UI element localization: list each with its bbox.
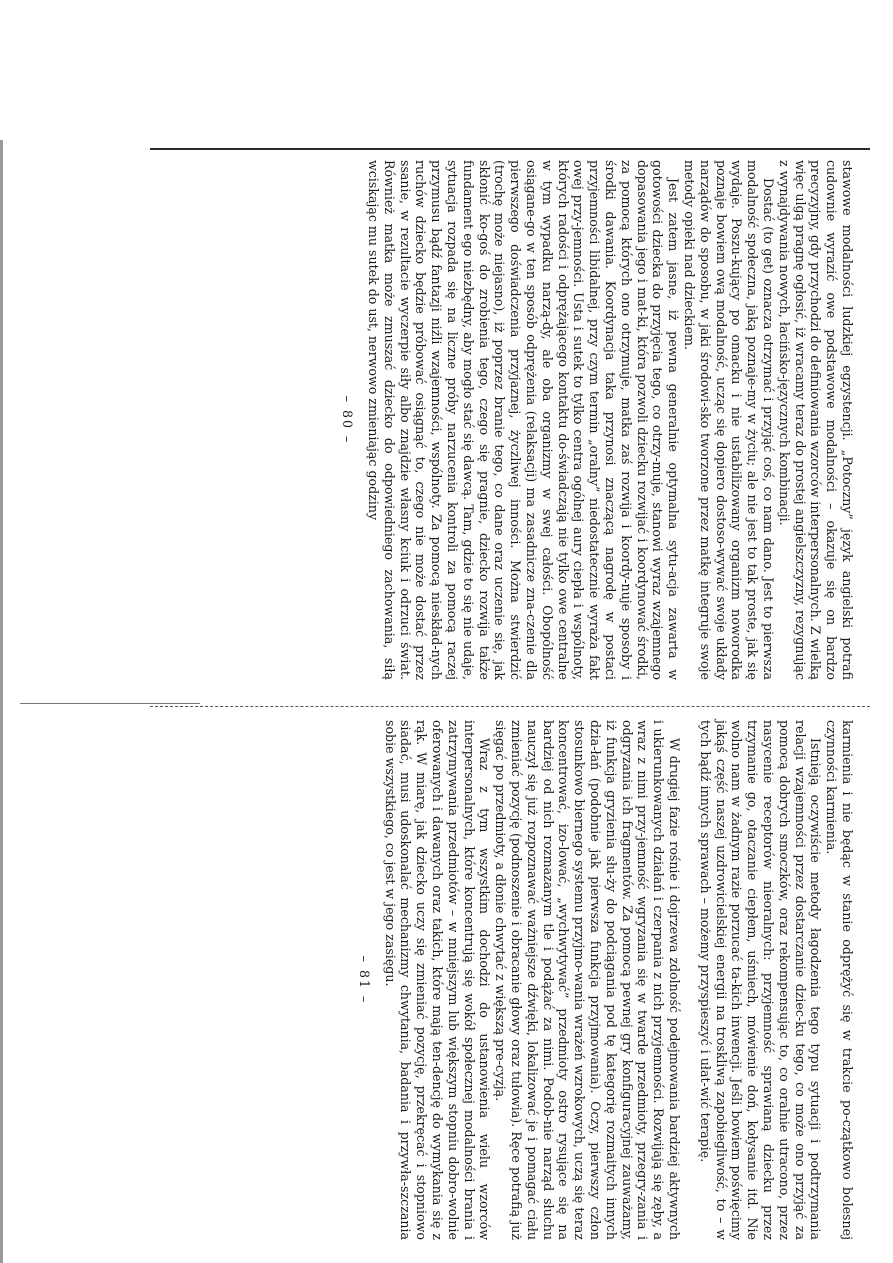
scan-edge: [0, 140, 3, 1263]
paragraph: Jest zatem jasne, iż pewna generalnie optymalna sytu-acja zawarta w gotowości dziecka do przyjęcia tego, co otrzy-muje, stanowi wyraz wzajemnego dopasowania jego i mat-ki, która pozwoli dziecku rozwijać i koordynować środki, za pomocą których ono otrzymuje, matka zaś rozwija i koordy-nuje sposoby i środki dawania. Koordynacja taka przynosi znaczącą nagrodę w postaci przyjemności libidalnej, przy czym termin „oralny” niedostatecznie wyraża fakt owej przy-jemności. Usta i sutek to tylko centra ogólnej aury ciepła i wspólnoty, których radości i odprężającego kontaktu do-świadczają nie tylko owe centralne w tym wypadku narzą-dy, ale oba organizmy w swej całości. Obopólność osiągane-go w ten sposób odprężenia (relaksacji) ma zasadnicze zna-czenie dla pierwszego doświadczenia przyjaznej, życzliwej inności. Można stwierdzić (trochę może niejasno), iż poprzez branie tego, co dane oraz uczenie się, jak skłonić ko-goś do zrobienia tego, czego się pragnie, dziecko rozwija także fundament ego niezbędny, aby mogło stać się dawcą. Tam, gdzie to się nie udaje, sytuacja rozpada się na liczne próby narzucenia kontroli za pomocą raczej przymusu bądź fantazji niźli wzajemności, wspólnoty. Za pomocą nieskład-nych ruchów dziecko będzie próbować osiągnąć to, czego nie może dostać przez ssanie, w rezultacie wyczerpie siły albo znajdzie własny kciuk i odrzuci świat. Również matka może zmuszać dziecko do odpowiedniego zachowania, siłą wciskając mu sutek do ust, nerwowo zmieniając godziny: [366, 160, 682, 680]
page-top-rule: [150, 148, 870, 150]
paragraph: Istnieją oczywiście metody łagodzenia tego typu sytuacji i podtrzymania relacji wzajemności przez dostarczanie dziec-ku tego, co może ono przyjąć za pomocą dobrych smoczków, oraz rekompensując to, co oralnie utracono, przez nasycenie receptorów nieoralnych: przyjemność sprawianą dziecku przez trzymanie go, otaczanie ciepłem, uśmiech, mówienie doń, kołysanie itd. Nie wolno nam w żadnym razie porzucać ta-kich inwencji. Jeśli bowiem poświęcimy jakąś część naszej uzdrowicielskiej energii na troskliwą zapobiegliwość, to – w tych bądź innych sprawach – możemy przyspieszyć i ułat-wić terapię.: [697, 720, 824, 1240]
paragraph: karmienia i nie będąc w stanie odprężyć się w trakcie po-czątkowo bolesnej czynności karmienia.: [824, 720, 855, 1240]
paragraph: stawowe modalności ludzkiej egzystencji. „Potoczny” język angielski potrafi cudownie wyrazić owe podstawowe modalności – okazuje się on bardzo precyzyjny, gdy przychodzi do definiowania wzorców interpersonalnych. Z wielką więc ulgą pragnę ogłosić, iż wracamy teraz do prostej angielszczyzny, rezygnując z wynajdywania nowych, łacińsko-języcznych kombinacji.: [776, 160, 855, 680]
page-divider: [150, 706, 870, 707]
page-80: [95, 160, 855, 680]
page-number: – 80 –: [340, 395, 356, 445]
page-81: [95, 720, 855, 1240]
paragraph: W drugiej fazie rośnie i dojrzewa zdolność podejmowania bardziej aktywnych i ukierunkowanych działań i czerpania z nich przyjemności. Rozwijają się zęby, a wraz z nimi przy-jemność wgryzania się w twarde przedmioty, przegry-zania i odgryzania ich fragmentów. Za pomocą pewnej gry konfiguracyjnej zauważamy, iż funkcja gryzienia słu-ży do podciągania pod tę kategorię rozmaitych innych dzia-łań (podobnie jak pierwsza funkcja przyjmowania). Oczy, pierwszy człon stosunkowo biernego systemu przyjmo-wania wrażeń wzrokowych, uczą się teraz koncentrować, izo-lować, „wychwytywać” przedmioty ostro rysujące się na bardziej od nich rozmazanym tle i podążać za nimi. Podob-nie narząd słuchu nauczył się już rozpoznawać ważniejsze dźwięki, lokalizować je i pomagać ciału zmieniać pozycję (podnoszenie i obracanie głowy oraz tułowia). Ręce potrafią już sięgać po przedmioty, a dłonie chwytać z większą pre-cyzją.: [493, 720, 683, 1240]
page-divider-left: [20, 703, 200, 704]
paragraph: Dostać (to get) oznacza otrzymać i przyjąć coś, co nam dano. Jest to pierwsza modalność społeczna, jaką poznaje-my w życiu; ale nie jest to tak proste, jak się wydaje. Poszu-kujący po omacku i nie ustabilizowany organizm noworodka poznaje bowiem ową modalność, ucząc się dopiero dostoso-wywać swoje układy narządów do sposobu, w jaki środowi-sko tworzone przez matkę integruje swoje metody opieki nad dzieckiem.: [682, 160, 777, 680]
page-number: – 81 –: [356, 955, 372, 1005]
paragraph: Wraz z tym wszystkim dochodzi do ustanowienia wielu wzorców interpersonalnych, które koncentrują się wokół społecznej modalności brania i zatrzymywania przedmiotów – w mniejszym lub większym stopniu dobro-wolnie oferowanych i dawanych oraz takich, które mają ten-dencję do wymykania się z rąk. W miarę, jak dziecko uczy się zmieniać pozycję, przekręcać i stopniowo siadać, musi udoskonalać mechanizmy chwytania, badania i przywła-szczania sobie wszystkiego, co jest w jego zasięgu.: [382, 720, 493, 1240]
